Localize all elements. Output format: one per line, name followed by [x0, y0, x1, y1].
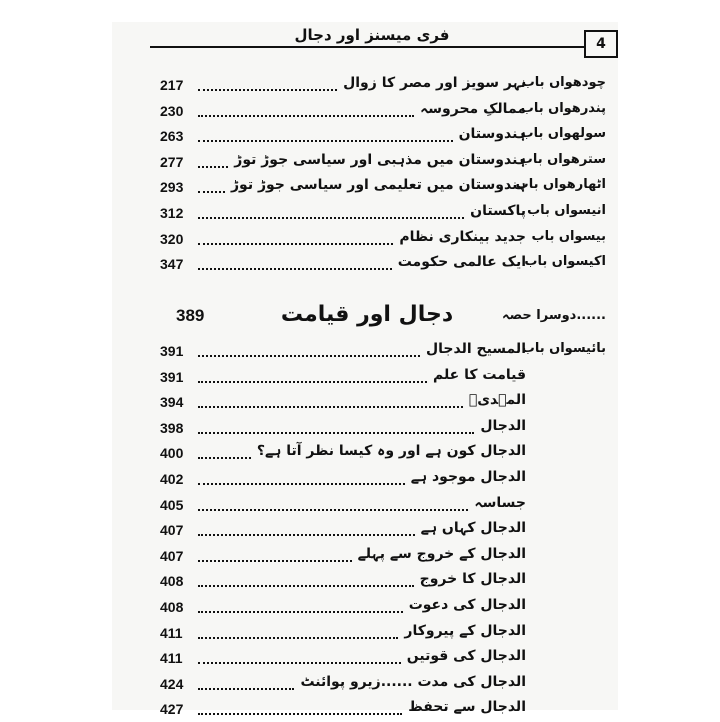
toc-entry: [150, 698, 618, 722]
toc-entry: [150, 176, 618, 200]
toc-entry-title: ہندوستان: [458, 126, 526, 143]
toc-entry: [150, 100, 618, 124]
toc-page-number: 312: [160, 205, 184, 221]
toc-entry-title: الدجال کا خروج: [419, 571, 526, 588]
page-number-box: 4: [584, 30, 618, 58]
toc-entry: [150, 596, 618, 620]
running-title: فری میسنز اور دجال: [294, 26, 450, 44]
toc-page-number: 277: [160, 153, 184, 170]
toc-entry: [150, 74, 618, 98]
toc-entry: [150, 442, 618, 466]
toc-entry-title: الدجال سے تحفظ: [408, 699, 526, 716]
toc-entry-title: الدجال کون ہے اور وہ کیسا نظر آتا ہے؟: [256, 443, 526, 460]
dot-leader: [198, 534, 415, 536]
toc-entry-title: الدجال: [480, 417, 526, 434]
toc-page-number: 407: [160, 547, 184, 564]
toc-entry: [150, 253, 618, 277]
toc-entry-title: الدجال کی دعوت: [408, 597, 526, 613]
dot-leader: [198, 457, 251, 459]
toc-entry-title: ہندوستان میں مذہبی اور سیاسی جوڑ توڑ: [234, 151, 526, 168]
dot-leader: [198, 637, 398, 639]
toc-entry: [150, 202, 618, 226]
toc-page-number: 408: [160, 599, 184, 615]
toc-entry: [150, 228, 618, 252]
toc-chapter-label: چودھواں باب: [521, 75, 606, 90]
toc-entry-title: المہدیؑ: [468, 392, 526, 409]
dot-leader: [198, 140, 453, 142]
toc-page-number: 347: [160, 256, 184, 273]
toc-entry-title: الدجال کی قوتیں: [406, 648, 526, 665]
toc-page-number: 424: [160, 675, 184, 692]
toc-page-number: 394: [160, 394, 184, 411]
toc-entry-title: ایک عالمی حکومت: [397, 254, 526, 271]
toc-entry: [150, 494, 618, 518]
toc-chapter-label: پندرھواں باب: [520, 100, 606, 116]
toc-chapter-label: سترھواں باب: [519, 151, 606, 167]
dot-leader: [198, 406, 463, 408]
dot-leader: [198, 115, 414, 117]
part-title: دجال اور قیامت: [280, 302, 454, 327]
dot-leader: [198, 166, 228, 168]
toc-chapter-label: انیسواں باب: [527, 203, 606, 218]
dot-leader: [198, 662, 401, 664]
toc-entry: [150, 151, 618, 175]
toc-page-number: 408: [160, 573, 184, 590]
toc-page-number: 217: [160, 77, 184, 93]
toc-entry: [150, 417, 618, 441]
toc-entry: [150, 519, 618, 543]
page-header: [112, 22, 618, 52]
toc-entry-title: الدجال کہاں ہے: [420, 520, 526, 537]
dot-leader: [198, 585, 414, 587]
part-label: ......دوسرا حصہ: [501, 308, 606, 323]
toc-entry-title: الدجال موجود ہے: [410, 469, 526, 485]
toc-entry-title: ممالکِ محروسہ: [420, 100, 526, 117]
toc-page-number: 427: [160, 701, 184, 718]
toc-page-number: 407: [160, 522, 184, 539]
dot-leader: [198, 432, 474, 434]
toc-page-number: 293: [160, 179, 184, 196]
toc-page-number: 411: [160, 650, 183, 667]
toc-page-number: 400: [160, 445, 184, 462]
toc-entry-title: جدید بینکاری نظام: [399, 228, 526, 245]
toc-entry: [150, 125, 618, 149]
toc-entry-title: الدجال کے پیروکار: [404, 622, 526, 639]
toc-entry: [150, 673, 618, 697]
dot-leader: [198, 509, 468, 511]
toc-page-number: 405: [160, 496, 184, 513]
part-heading: [150, 300, 618, 332]
header-rule: [150, 46, 618, 48]
dot-leader: [198, 611, 403, 613]
dot-leader: [198, 355, 420, 357]
toc-entry: [150, 468, 618, 492]
book-page: [112, 22, 618, 718]
dot-leader: [198, 483, 405, 485]
dot-leader: [198, 191, 225, 193]
toc-chapter-label: اٹھارھواں باب: [515, 177, 606, 193]
toc-entry-title: ہندوستان میں تعلیمی اور سیاسی جوڑ توڑ: [230, 177, 526, 194]
toc-entry-title: المسیح الدجال: [425, 341, 526, 357]
toc-entry: [150, 545, 618, 569]
dot-leader: [198, 688, 294, 690]
dot-leader: [198, 243, 393, 245]
toc-entry-title: نہر سویز اور مصر کا زوال: [343, 75, 526, 91]
toc-page-number: 398: [160, 419, 184, 436]
toc-page-number: 391: [160, 343, 184, 359]
toc-chapter-label: بیسواں باب: [531, 228, 606, 244]
toc-entry: [150, 570, 618, 594]
toc-page-number: 411: [160, 624, 183, 641]
toc-page-number: 230: [160, 102, 184, 119]
dot-leader: [198, 217, 464, 219]
toc-entry: [150, 647, 618, 671]
toc-page-number: 320: [160, 230, 184, 247]
dot-leader: [198, 89, 337, 91]
toc-chapter-label: سولھواں باب: [520, 126, 606, 142]
toc-chapter-label: بائیسواں باب: [521, 341, 606, 356]
dot-leader: [198, 268, 392, 270]
toc-page-number: 263: [160, 128, 184, 145]
toc-chapter-label: اکیسواں باب: [524, 254, 606, 270]
dot-leader: [198, 713, 402, 715]
toc-entry-title: پاکستان: [470, 203, 526, 219]
dot-leader: [198, 381, 427, 383]
toc-entry-title: الدجال کی مدت ......زیرو پوائنٹ: [300, 673, 526, 690]
toc-entry-title: جساسہ: [474, 494, 526, 511]
part-page-number: 389: [176, 306, 205, 325]
toc-entry: [150, 340, 618, 364]
toc-entry: [150, 391, 618, 415]
toc-entry-title: قیامت کا علم: [432, 366, 526, 383]
dot-leader: [198, 560, 352, 562]
toc-entry: [150, 366, 618, 390]
toc-page-number: 402: [160, 471, 184, 487]
toc-entry-title: الدجال کے خروج سے پہلے: [357, 545, 526, 562]
toc-page-number: 391: [160, 368, 184, 385]
toc-entry: [150, 622, 618, 646]
